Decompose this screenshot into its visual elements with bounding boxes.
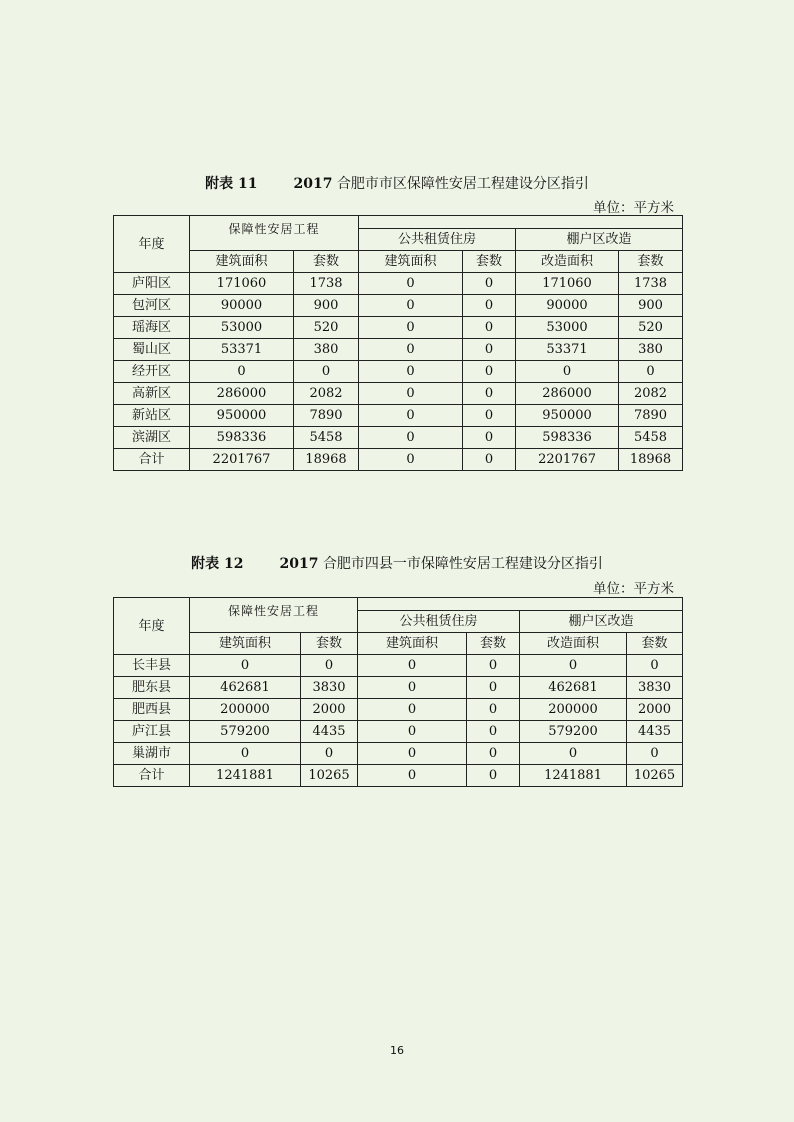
table-12-caption: [0, 553, 794, 573]
cell: 2082: [619, 383, 683, 405]
table-row: [114, 317, 683, 339]
table-row: [114, 361, 683, 383]
subheader-units: 套数: [294, 251, 359, 273]
table-11: [113, 215, 683, 471]
cell: 53000: [516, 317, 619, 339]
cell: 4435: [301, 721, 358, 743]
table-row: [114, 655, 683, 677]
table-row: [114, 273, 683, 295]
table-11-title: 合肥市市区保障性安居工程建设分区指引: [336, 176, 589, 192]
table-row: [114, 677, 683, 699]
cell: 462681: [190, 677, 301, 699]
subheader-building-area: 建筑面积: [190, 633, 301, 655]
row-name: 蜀山区: [114, 339, 190, 361]
row-name: 合计: [114, 765, 190, 787]
cell: 5458: [294, 427, 359, 449]
cell: 900: [619, 295, 683, 317]
cell: 1241881: [190, 765, 301, 787]
cell: 0: [463, 449, 516, 471]
cell: 0: [358, 743, 467, 765]
group-header-affordable-housing: 保障性安居工程: [190, 216, 359, 251]
cell: 0: [627, 743, 683, 765]
subheader-units: 套数: [463, 251, 516, 273]
header-spacer: [358, 598, 683, 611]
row-name: 长丰县: [114, 655, 190, 677]
cell: 0: [627, 655, 683, 677]
cell: 3830: [627, 677, 683, 699]
subheader-units: 套数: [619, 251, 683, 273]
cell: 53000: [190, 317, 294, 339]
table-row: [114, 699, 683, 721]
table-row-total: [114, 449, 683, 471]
table-row: [114, 721, 683, 743]
row-name: 肥东县: [114, 677, 190, 699]
cell: 380: [294, 339, 359, 361]
cell: 3830: [301, 677, 358, 699]
cell: 462681: [520, 677, 627, 699]
cell: 0: [516, 361, 619, 383]
cell: 0: [520, 743, 627, 765]
cell: 53371: [190, 339, 294, 361]
cell: 0: [463, 383, 516, 405]
group-header-shantytown: 棚户区改造: [520, 611, 683, 633]
cell: 900: [294, 295, 359, 317]
cell: 0: [619, 361, 683, 383]
cell: 0: [463, 295, 516, 317]
cell: 520: [294, 317, 359, 339]
cell: 0: [359, 427, 463, 449]
cell: 0: [467, 677, 520, 699]
cell: 1738: [619, 273, 683, 295]
cell: 0: [301, 655, 358, 677]
cell: 0: [467, 743, 520, 765]
cell: 2082: [294, 383, 359, 405]
cell: 286000: [190, 383, 294, 405]
subheader-units: 套数: [301, 633, 358, 655]
cell: 0: [359, 383, 463, 405]
table-row: [114, 383, 683, 405]
cell: 10265: [627, 765, 683, 787]
cell: 200000: [520, 699, 627, 721]
cell: 598336: [190, 427, 294, 449]
subheader-units: 套数: [627, 633, 683, 655]
cell: 0: [358, 699, 467, 721]
cell: 0: [359, 449, 463, 471]
cell: 0: [301, 743, 358, 765]
cell: 7890: [619, 405, 683, 427]
cell: 0: [358, 655, 467, 677]
group-header-public-rental: 公共租赁住房: [359, 229, 516, 251]
subheader-building-area: 建筑面积: [359, 251, 463, 273]
cell: 0: [463, 361, 516, 383]
table-12: [113, 597, 683, 787]
table-row: [114, 427, 683, 449]
table-row: [114, 405, 683, 427]
cell: 950000: [516, 405, 619, 427]
cell: 0: [358, 765, 467, 787]
table-11-caption: [0, 173, 794, 193]
subheader-building-area: 建筑面积: [190, 251, 294, 273]
row-name: 经开区: [114, 361, 190, 383]
row-name: 庐江县: [114, 721, 190, 743]
cell: 90000: [516, 295, 619, 317]
cell: 0: [359, 361, 463, 383]
table-row: [114, 339, 683, 361]
cell: 0: [358, 721, 467, 743]
cell: 579200: [520, 721, 627, 743]
cell: 950000: [190, 405, 294, 427]
table-row: [114, 743, 683, 765]
cell: 0: [520, 655, 627, 677]
cell: 2201767: [190, 449, 294, 471]
cell: 0: [359, 339, 463, 361]
table-12-title: 合肥市四县一市保障性安居工程建设分区指引: [322, 556, 603, 572]
cell: 0: [467, 765, 520, 787]
subheader-units: 套数: [467, 633, 520, 655]
table-11-label: 附表 11: [205, 176, 258, 192]
cell: 380: [619, 339, 683, 361]
subheader-renovation-area: 改造面积: [516, 251, 619, 273]
table-12-label: 附表 12: [191, 556, 244, 572]
cell: 1738: [294, 273, 359, 295]
cell: 2000: [301, 699, 358, 721]
cell: 520: [619, 317, 683, 339]
row-name: 合计: [114, 449, 190, 471]
cell: 2201767: [516, 449, 619, 471]
cell: 598336: [516, 427, 619, 449]
cell: 0: [463, 317, 516, 339]
cell: 0: [463, 339, 516, 361]
year-column-header: 年度: [114, 598, 190, 655]
cell: 18968: [294, 449, 359, 471]
cell: 0: [463, 427, 516, 449]
cell: 171060: [190, 273, 294, 295]
table-12-year: 2017: [279, 556, 319, 572]
row-name: 新站区: [114, 405, 190, 427]
cell: 2000: [627, 699, 683, 721]
cell: 0: [467, 655, 520, 677]
cell: 0: [359, 295, 463, 317]
cell: 1241881: [520, 765, 627, 787]
year-column-header: 年度: [114, 216, 190, 273]
cell: 0: [358, 677, 467, 699]
table-12-unit: 单位：平方米: [593, 581, 674, 597]
cell: 0: [190, 655, 301, 677]
page-number: 16: [390, 1044, 404, 1057]
cell: 0: [463, 273, 516, 295]
row-name: 巢湖市: [114, 743, 190, 765]
row-name: 庐阳区: [114, 273, 190, 295]
row-name: 瑶海区: [114, 317, 190, 339]
cell: 5458: [619, 427, 683, 449]
header-spacer: [359, 216, 683, 229]
table-11-unit: 单位：平方米: [593, 200, 674, 216]
table-row: [114, 295, 683, 317]
cell: 7890: [294, 405, 359, 427]
subheader-building-area: 建筑面积: [358, 633, 467, 655]
group-header-public-rental: 公共租赁住房: [358, 611, 520, 633]
cell: 171060: [516, 273, 619, 295]
table-11-year: 2017: [293, 176, 333, 192]
row-name: 滨湖区: [114, 427, 190, 449]
cell: 579200: [190, 721, 301, 743]
cell: 0: [294, 361, 359, 383]
cell: 0: [467, 721, 520, 743]
cell: 0: [359, 273, 463, 295]
group-header-shantytown: 棚户区改造: [516, 229, 683, 251]
group-header-affordable-housing: 保障性安居工程: [190, 598, 358, 633]
cell: 0: [190, 743, 301, 765]
cell: 53371: [516, 339, 619, 361]
cell: 0: [190, 361, 294, 383]
cell: 10265: [301, 765, 358, 787]
cell: 18968: [619, 449, 683, 471]
cell: 0: [359, 317, 463, 339]
table-row-total: [114, 765, 683, 787]
row-name: 高新区: [114, 383, 190, 405]
cell: 4435: [627, 721, 683, 743]
subheader-renovation-area: 改造面积: [520, 633, 627, 655]
cell: 0: [467, 699, 520, 721]
row-name: 肥西县: [114, 699, 190, 721]
cell: 0: [463, 405, 516, 427]
cell: 200000: [190, 699, 301, 721]
row-name: 包河区: [114, 295, 190, 317]
cell: 90000: [190, 295, 294, 317]
cell: 286000: [516, 383, 619, 405]
cell: 0: [359, 405, 463, 427]
